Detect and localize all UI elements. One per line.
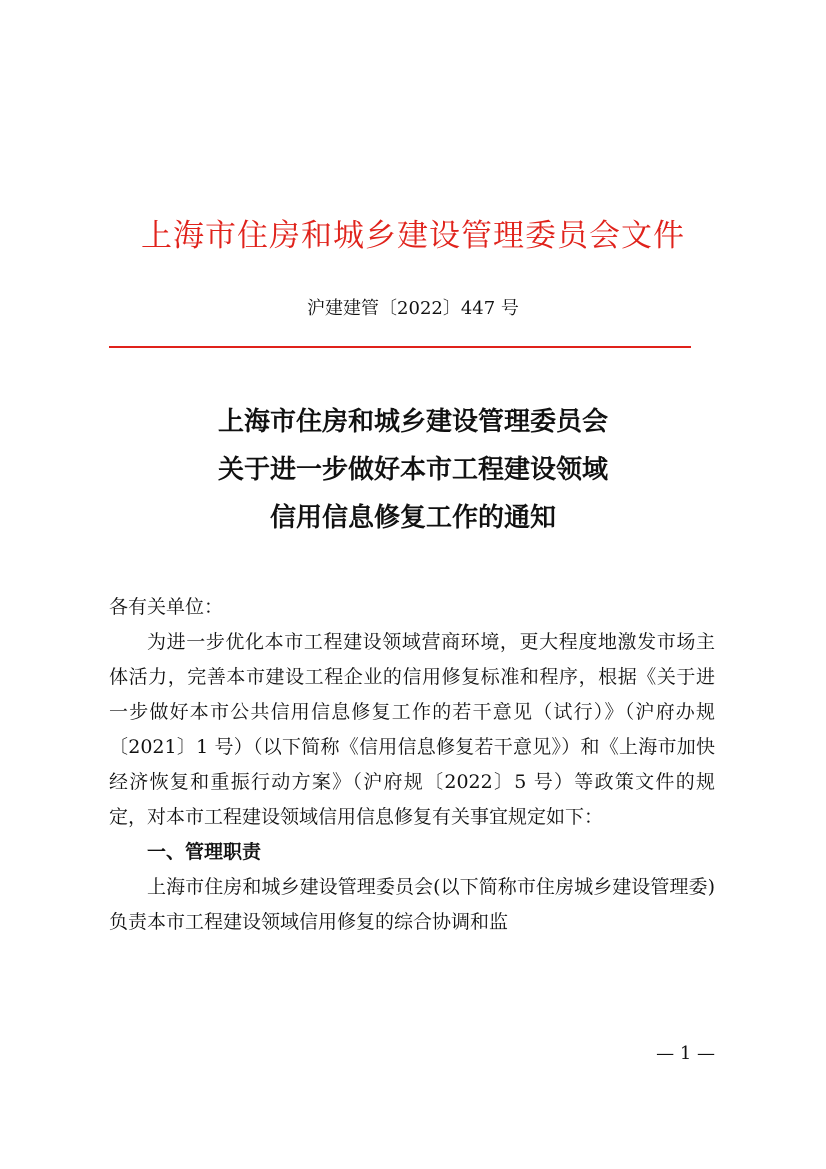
- title-line-1: 上海市住房和城乡建设管理委员会: [217, 407, 608, 437]
- title-line-2: 关于进一步做好本市工程建设领域: [217, 455, 608, 485]
- document-title: [0, 398, 826, 542]
- section-paragraph-1: 上海市住房和城乡建设管理委员会(以下简称市住房城乡建设管理委)负责本市工程建设领域信用修复的综合协调和监: [109, 876, 715, 933]
- document-body: [109, 590, 715, 940]
- issuer-header: 上海市住房和城乡建设管理委员会文件: [141, 218, 685, 254]
- title-line-3: 信用信息修复工作的通知: [269, 503, 556, 533]
- page-number: — 1 —: [656, 1043, 715, 1064]
- document-number: 沪建建管〔2022〕447 号: [307, 298, 519, 319]
- intro-paragraph: 为进一步优化本市工程建设领域营商环境，更大程度地激发市场主体活力，完善本市建设工程企业的信用修复标准和程序，根据《关于进一步做好本市公共信用信息修复工作的若干意见（试行）》（沪府办规〔2021〕1 号）（以下简称《信用信息修复若干意见》）和《上海市加快经济恢复和重振行动方案》（沪府规〔2022〕5 号）等政策文件的规定，对本市工程建设领域信用信息修复有关事宜规定如下：: [109, 631, 715, 828]
- red-divider: [109, 346, 691, 348]
- salutation: 各有关单位：: [109, 596, 224, 618]
- section-heading-1: 一、管理职责: [147, 841, 262, 863]
